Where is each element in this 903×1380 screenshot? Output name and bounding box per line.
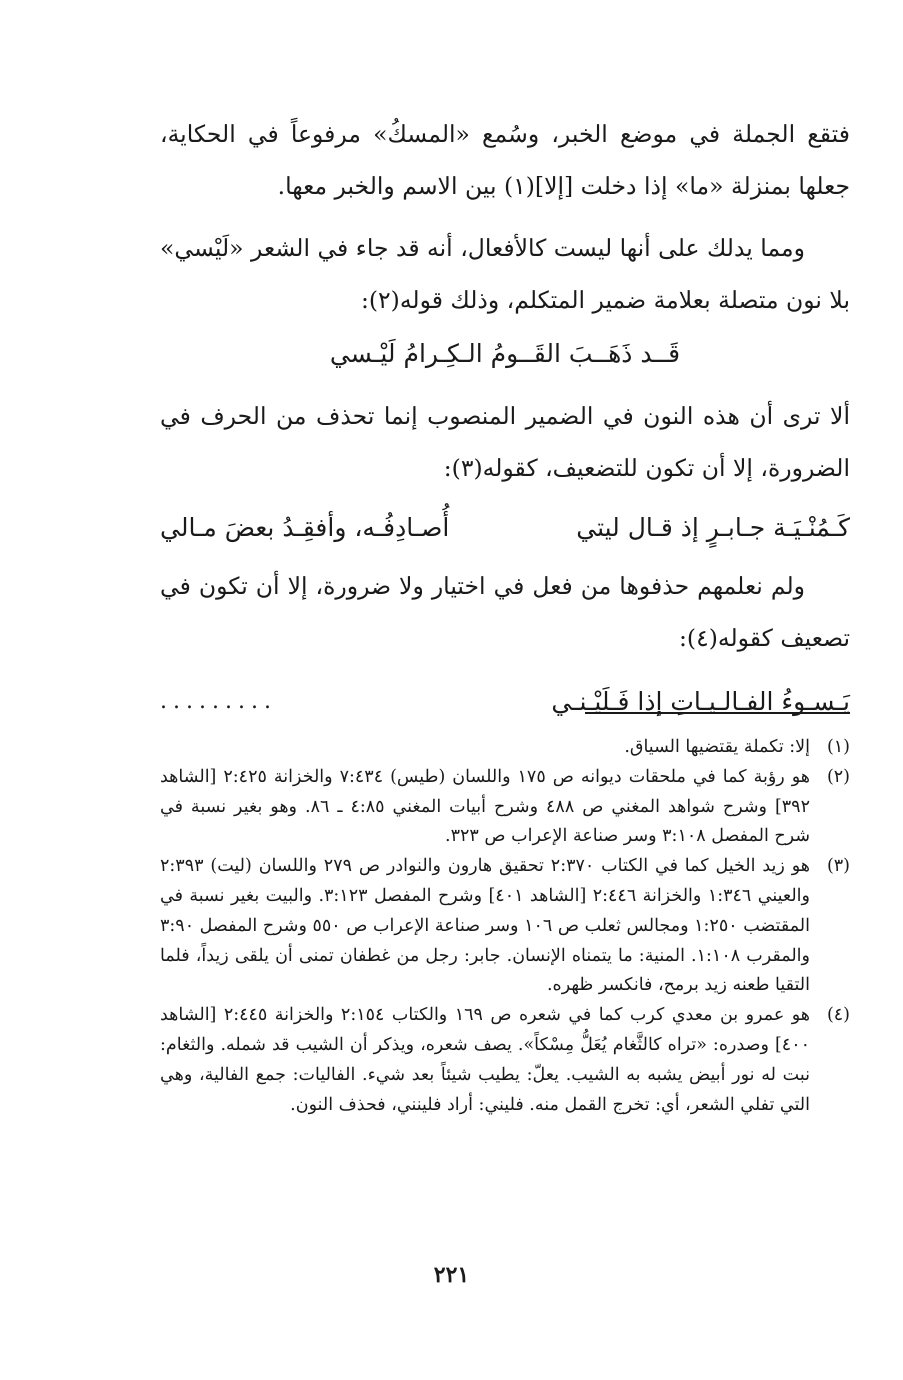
footnote-2 [160, 763, 850, 852]
footnote-number: (٣) [826, 856, 850, 877]
verse-2-first-hemistich: كَـمُنْـيَـة جـابـرٍ إذ قـال ليتي [576, 513, 850, 542]
paragraph-1: فتقع الجملة في موضع الخبر، وسُمع «المسكُ» مرفوعاً في الحكاية، جعلها بمنزلة «ما» إذا دخلت [إلا](١) بين الاسم والخبر معها. [160, 120, 850, 200]
verse-3-omitted-hemistich: ......... [160, 689, 277, 714]
verse-3-first-hemistich: يَـسـوءُ الفـالـيـاتِ إذا فَـلَيْـنـي [551, 687, 850, 716]
main-text [160, 108, 850, 734]
verse-2 [160, 504, 850, 552]
verse-2-second-hemistich: أُصـادِفُـه، وأفقِـدُ بعضَ مـالي [160, 513, 450, 542]
footnotes [160, 733, 850, 1120]
footnote-number: (١) [826, 737, 850, 757]
footnote-text: هو رؤبة كما في ملحقات ديوانه ص ١٧٥ واللسان (طيس) ٧:٤٣٤ والخزانة ٢:٤٢٥ [الشاهد ٣٩٢] وشرح شواهد المغني ص ٤٨٨ وشرح أبيات المغني ٤:٨٥ ـ ٨٦. وهو بغير نسبة في شرح المفصل ٣:١٠٨ وسر صناعة الإعراب ص ٣٢٣. [160, 766, 810, 847]
paragraph-3: ألا ترى أن هذه النون في الضمير المنصوب إنما تحذف من الحرف في الضرورة، إلا أن تكون للتضعيف، كقوله(٣): [160, 402, 850, 482]
paragraph-4: ولم نعلمهم حذفوها من فعل في اختيار ولا ضرورة، إلا أن تكون في تصعيف كقوله(٤): [160, 572, 850, 652]
footnote-text: هو زيد الخيل كما في الكتاب ٢:٣٧٠ تحقيق هارون والنوادر ص ٢٧٩ واللسان (ليت) ٢:٣٩٣ والعيني ١:٣٤٦ والخزانة ٢:٤٤٦ [الشاهد ٤٠١] وشرح المفصل ٣:١٢٣. والبيت بغير نسبة في المقتضب ١:٢٥٠ ومجالس ثعلب ص ١٠٦ وسر صناعة الإعراب ص ٥٥٠ وشرح المفصل ٣:٩٠ والمقرب ١:١٠٨. المنية: ما يتمناه الإنسان. جابر: رجل من غطفان تمنى أن يلقى زيداً، فلما التقيا طعنه زيد برمح، فانكسر ظهره. [160, 856, 811, 996]
footnote-4 [160, 1001, 850, 1120]
footnote-number: (٤) [826, 1005, 850, 1026]
footnote-3 [160, 852, 850, 1001]
paragraph-2: ومما يدلك على أنها ليست كالأفعال، أنه قد جاء في الشعر «لَيْسي» بلا نون متصلة بعلامة ضمير المتكلم، وذلك قوله(٢): [160, 234, 850, 314]
footnote-separator [585, 712, 850, 714]
footnote-text: إلا: تكملة يقتضيها السياق. [624, 737, 810, 757]
footnote-1 [160, 733, 850, 763]
footnote-text: هو عمرو بن معدي كرب كما في شعره ص ١٦٩ والكتاب ٢:١٥٤ والخزانة ٢:٤٤٥ [الشاهد ٤٠٠] وصدره: «تراه كالثَّغام يُعَلُّ مِسْكاً». يصف شعره، ويذكر أن الشيب قد شمله. والثغام: نبت له نور أبيض يشبه به الشيب. يعلّ: يطيب شيئاً بعد شيء. الفاليات: جمع الفالية، وهي التي تفلي الشعر، أي: تخرج القمل منه. فليني: أراد فلينني، فحذف النون. [160, 1005, 810, 1115]
verse-3 [160, 678, 850, 726]
verse-1: قَــد ذَهَــبَ القَــومُ الـكِـرامُ لَيْـسي [329, 339, 681, 368]
footnote-number: (٢) [826, 766, 850, 787]
page-number: ٢٢١ [433, 1262, 470, 1288]
